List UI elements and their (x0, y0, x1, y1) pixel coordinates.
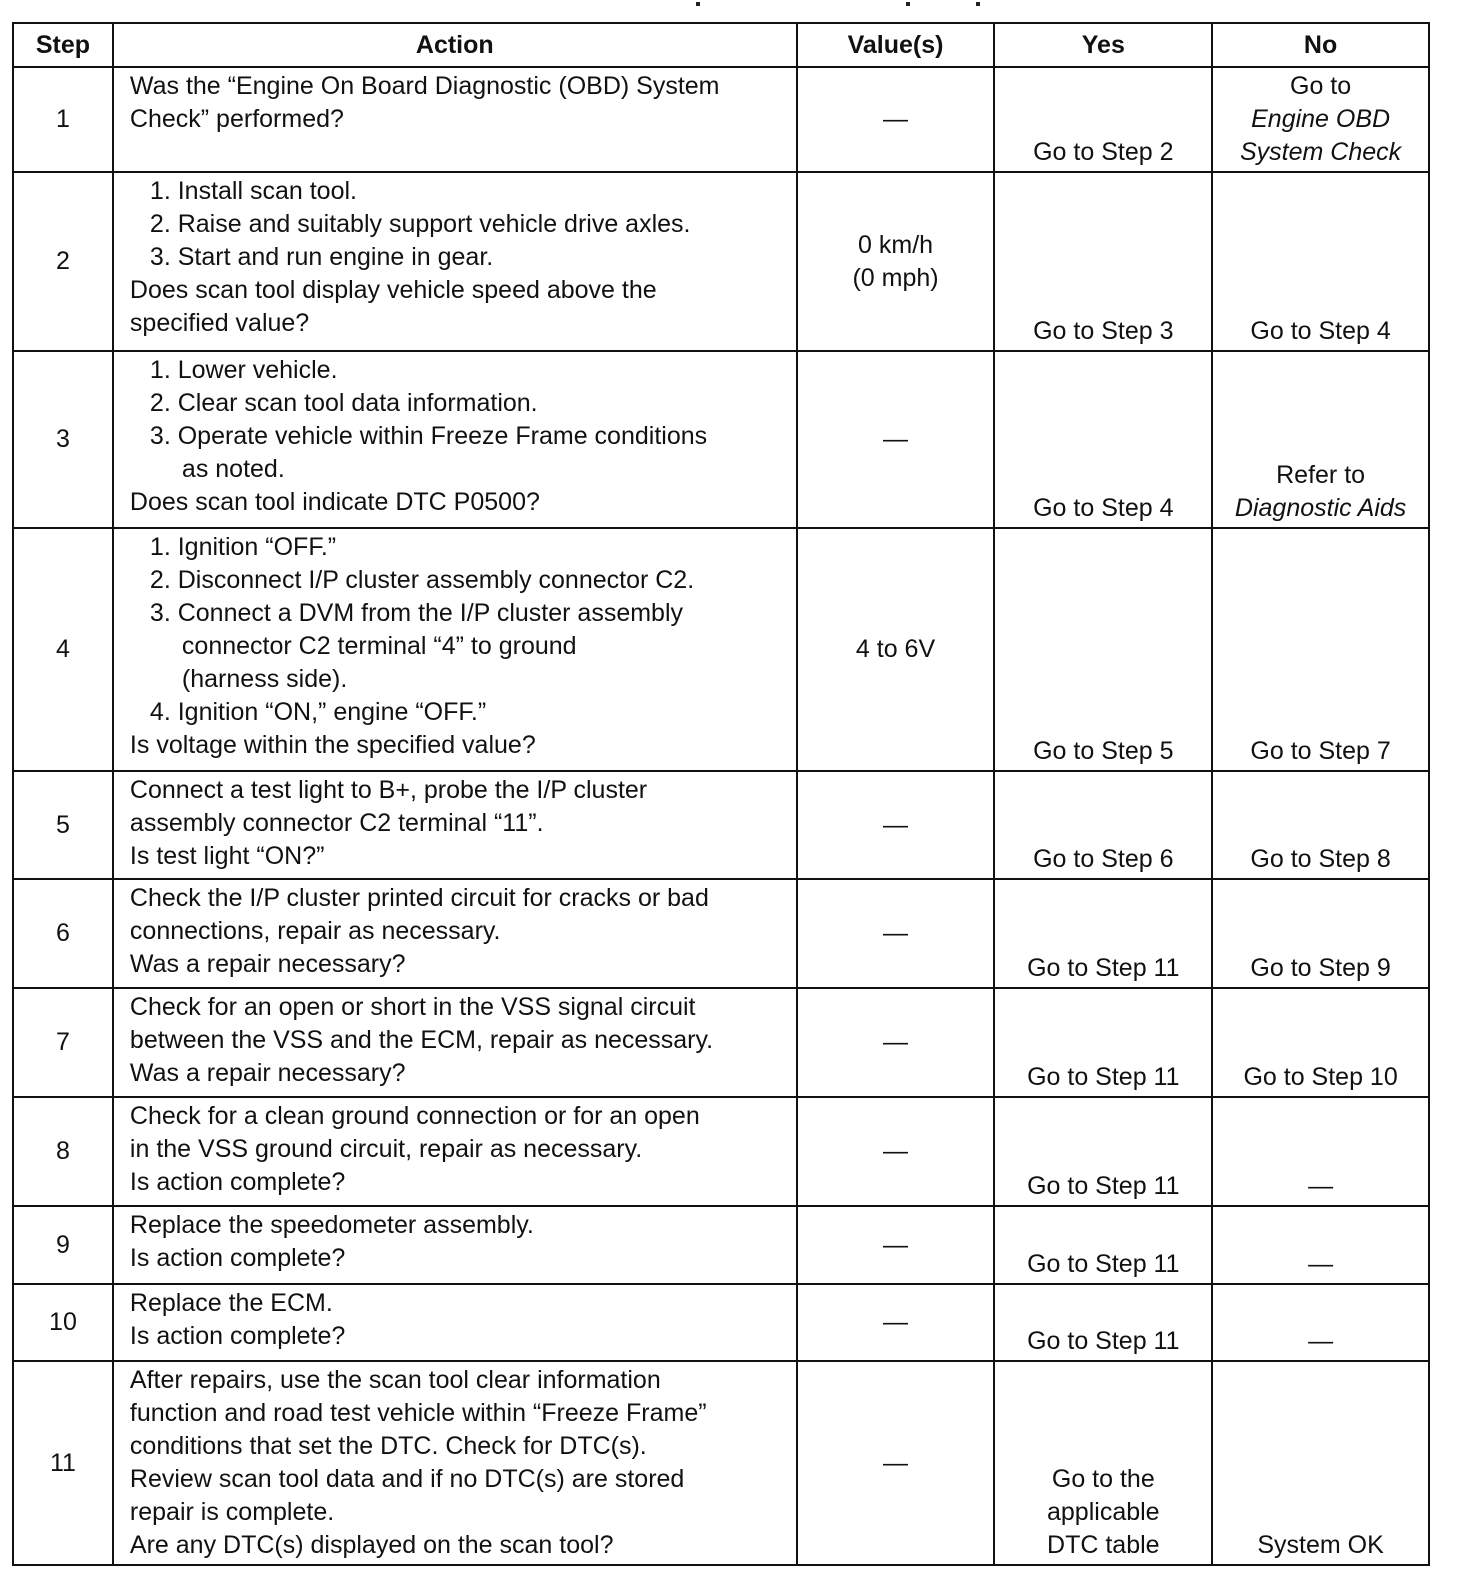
action-cell (113, 771, 797, 879)
value-cell (797, 351, 995, 528)
diagnostic-table (12, 22, 1430, 1566)
action-line: 4. Ignition “ON,” engine “OFF.” (149, 698, 487, 726)
value-line: — (883, 1308, 909, 1336)
step-cell: 3 (13, 351, 113, 528)
value-line: — (883, 105, 909, 133)
action-cell (113, 351, 797, 528)
action-line: (harness side). (181, 665, 348, 693)
table-row (13, 1206, 1429, 1284)
yes-cell (994, 879, 1212, 988)
yes-line: Go to Step 6 (1033, 845, 1174, 873)
yes-cell (994, 1206, 1212, 1284)
action-line: 1. Ignition “OFF.” (149, 533, 337, 561)
table-row (13, 988, 1429, 1097)
action-line: Is test light “ON?” (129, 842, 325, 870)
action-cell (113, 1284, 797, 1361)
action-cell (113, 1206, 797, 1284)
step-cell: 9 (13, 1206, 113, 1284)
action-line: 1. Lower vehicle. (149, 356, 338, 384)
yes-cell (994, 351, 1212, 528)
value-line: — (883, 1448, 909, 1477)
action-cell (113, 1361, 797, 1565)
header-yes: Yes (994, 23, 1212, 67)
step-cell: 10 (13, 1284, 113, 1361)
action-cell (113, 988, 797, 1097)
table-row (13, 879, 1429, 988)
yes-line: Go to Step 11 (1027, 1327, 1180, 1355)
no-cell (1212, 172, 1429, 351)
header-no: No (1212, 23, 1429, 67)
action-cell (113, 67, 797, 172)
value-cell (797, 988, 995, 1097)
yes-line: Go to Step 11 (1027, 1172, 1180, 1200)
yes-cell (994, 67, 1212, 172)
no-line: Go to (1290, 72, 1352, 100)
action-line: 3. Operate vehicle within Freeze Frame conditions (149, 422, 708, 450)
value-line: 4 to 6V (855, 635, 936, 663)
action-line: Is action complete? (129, 1168, 346, 1196)
action-line: connections, repair as necessary. (129, 917, 501, 945)
no-cell (1212, 1097, 1429, 1206)
step-cell: 2 (13, 172, 113, 351)
value-line: — (883, 1028, 909, 1056)
no-line: Diagnostic Aids (1234, 494, 1407, 522)
no-line: Refer to (1276, 461, 1366, 489)
no-line: Go to Step 8 (1250, 845, 1391, 873)
value-cell (797, 172, 995, 351)
table-row (13, 1284, 1429, 1361)
action-line: Check the I/P cluster printed circuit for cracks or bad (129, 884, 709, 912)
action-cell (113, 528, 797, 771)
action-line: Is action complete? (129, 1244, 346, 1272)
no-line: — (1308, 1250, 1334, 1278)
no-cell (1212, 528, 1429, 771)
table-row (13, 528, 1429, 771)
table-row (13, 172, 1429, 351)
yes-line: Go to Step 4 (1033, 494, 1174, 522)
yes-line: Go to Step 5 (1033, 737, 1174, 765)
action-cell (113, 172, 797, 351)
value-cell (797, 879, 995, 988)
action-line: Is voltage within the specified value? (129, 731, 536, 759)
value-cell (797, 67, 995, 172)
no-cell (1212, 988, 1429, 1097)
no-cell (1212, 351, 1429, 528)
step-cell: 1 (13, 67, 113, 172)
no-line: Go to Step 4 (1250, 317, 1391, 345)
step-cell: 8 (13, 1097, 113, 1206)
action-line: connector C2 terminal “4” to ground (181, 632, 577, 660)
yes-line: Go to Step 11 (1027, 1063, 1180, 1091)
action-line: repair is complete. (129, 1498, 335, 1526)
no-line: System OK (1257, 1531, 1384, 1559)
yes-cell (994, 1097, 1212, 1206)
scan-marks (690, 0, 990, 10)
no-line: Go to Step 10 (1243, 1063, 1398, 1091)
action-line: Does scan tool display vehicle speed above the (129, 276, 657, 304)
table-row (13, 1361, 1429, 1565)
yes-line: Go to Step 3 (1033, 317, 1174, 345)
header-step: Step (13, 23, 113, 67)
value-line: — (883, 1137, 909, 1165)
action-line: conditions that set the DTC. Check for DTC(s). (129, 1432, 647, 1460)
value-line: — (883, 919, 909, 947)
step-cell: 4 (13, 528, 113, 771)
yes-cell (994, 1284, 1212, 1361)
yes-cell (994, 172, 1212, 351)
action-line: between the VSS and the ECM, repair as necessary. (129, 1026, 714, 1054)
yes-cell (994, 1361, 1212, 1565)
no-cell (1212, 771, 1429, 879)
yes-cell (994, 528, 1212, 771)
header-value: Value(s) (797, 23, 995, 67)
header-row (13, 23, 1429, 67)
value-cell (797, 771, 995, 879)
action-line: 2. Disconnect I/P cluster assembly connector C2. (149, 566, 695, 594)
table-row (13, 67, 1429, 172)
action-line: After repairs, use the scan tool clear information (129, 1366, 661, 1394)
no-line: Engine OBD (1251, 105, 1391, 133)
table-row (13, 771, 1429, 879)
value-line: — (883, 425, 909, 453)
action-line: Was the “Engine On Board Diagnostic (OBD) System (129, 72, 720, 100)
yes-line: applicable (1047, 1498, 1160, 1526)
table-row (13, 1097, 1429, 1206)
action-line: in the VSS ground circuit, repair as necessary. (129, 1135, 643, 1163)
action-line: 3. Start and run engine in gear. (149, 243, 494, 271)
action-line: Are any DTC(s) displayed on the scan tool? (129, 1531, 614, 1559)
action-cell (113, 1097, 797, 1206)
table-row (13, 351, 1429, 528)
action-line: Replace the speedometer assembly. (129, 1211, 534, 1239)
action-line: Replace the ECM. (129, 1289, 333, 1317)
yes-line: DTC table (1047, 1531, 1160, 1559)
no-cell (1212, 1284, 1429, 1361)
value-cell (797, 1097, 995, 1206)
value-cell (797, 1206, 995, 1284)
action-line: 1. Install scan tool. (149, 177, 357, 205)
action-line: Check for a clean ground connection or for an open (129, 1102, 700, 1130)
yes-line: Go to Step 11 (1027, 1250, 1180, 1278)
header-action: Action (113, 23, 797, 67)
action-line: specified value? (129, 309, 310, 337)
yes-line: Go to the (1051, 1465, 1155, 1493)
step-cell: 5 (13, 771, 113, 879)
action-line: Is action complete? (129, 1322, 346, 1350)
action-line: 2. Clear scan tool data information. (149, 389, 538, 417)
step-cell: 7 (13, 988, 113, 1097)
action-line: Review scan tool data and if no DTC(s) are stored (129, 1465, 685, 1493)
no-line: System Check (1240, 138, 1402, 166)
value-line: (0 mph) (852, 263, 939, 292)
action-cell (113, 879, 797, 988)
no-cell (1212, 67, 1429, 172)
action-line: Check” performed? (129, 105, 344, 133)
yes-cell (994, 988, 1212, 1097)
action-line: as noted. (181, 455, 285, 483)
action-line: assembly connector C2 terminal “11”. (129, 809, 544, 837)
action-line: 3. Connect a DVM from the I/P cluster assembly (149, 599, 684, 627)
value-cell (797, 1361, 995, 1565)
step-cell: 6 (13, 879, 113, 988)
value-line: 0 km/h (858, 230, 934, 259)
action-line: function and road test vehicle within “Freeze Frame” (129, 1399, 707, 1427)
no-line: — (1308, 1172, 1334, 1200)
value-cell (797, 528, 995, 771)
no-line: Go to Step 7 (1250, 737, 1391, 765)
value-line: — (883, 1230, 909, 1259)
action-line: Was a repair necessary? (129, 950, 406, 978)
action-line: Check for an open or short in the VSS signal circuit (129, 993, 696, 1021)
value-line: — (883, 810, 909, 839)
yes-line: Go to Step 11 (1027, 954, 1180, 982)
no-cell (1212, 1361, 1429, 1565)
yes-line: Go to Step 2 (1033, 138, 1174, 166)
action-line: 2. Raise and suitably support vehicle drive axles. (149, 210, 691, 238)
yes-cell (994, 771, 1212, 879)
step-cell: 11 (13, 1361, 113, 1565)
no-cell (1212, 879, 1429, 988)
no-cell (1212, 1206, 1429, 1284)
action-line: Was a repair necessary? (129, 1059, 406, 1087)
action-line: Connect a test light to B+, probe the I/P cluster (129, 776, 648, 804)
action-line: Does scan tool indicate DTC P0500? (129, 488, 540, 516)
value-cell (797, 1284, 995, 1361)
no-line: Go to Step 9 (1250, 954, 1391, 982)
no-line: — (1308, 1327, 1334, 1355)
